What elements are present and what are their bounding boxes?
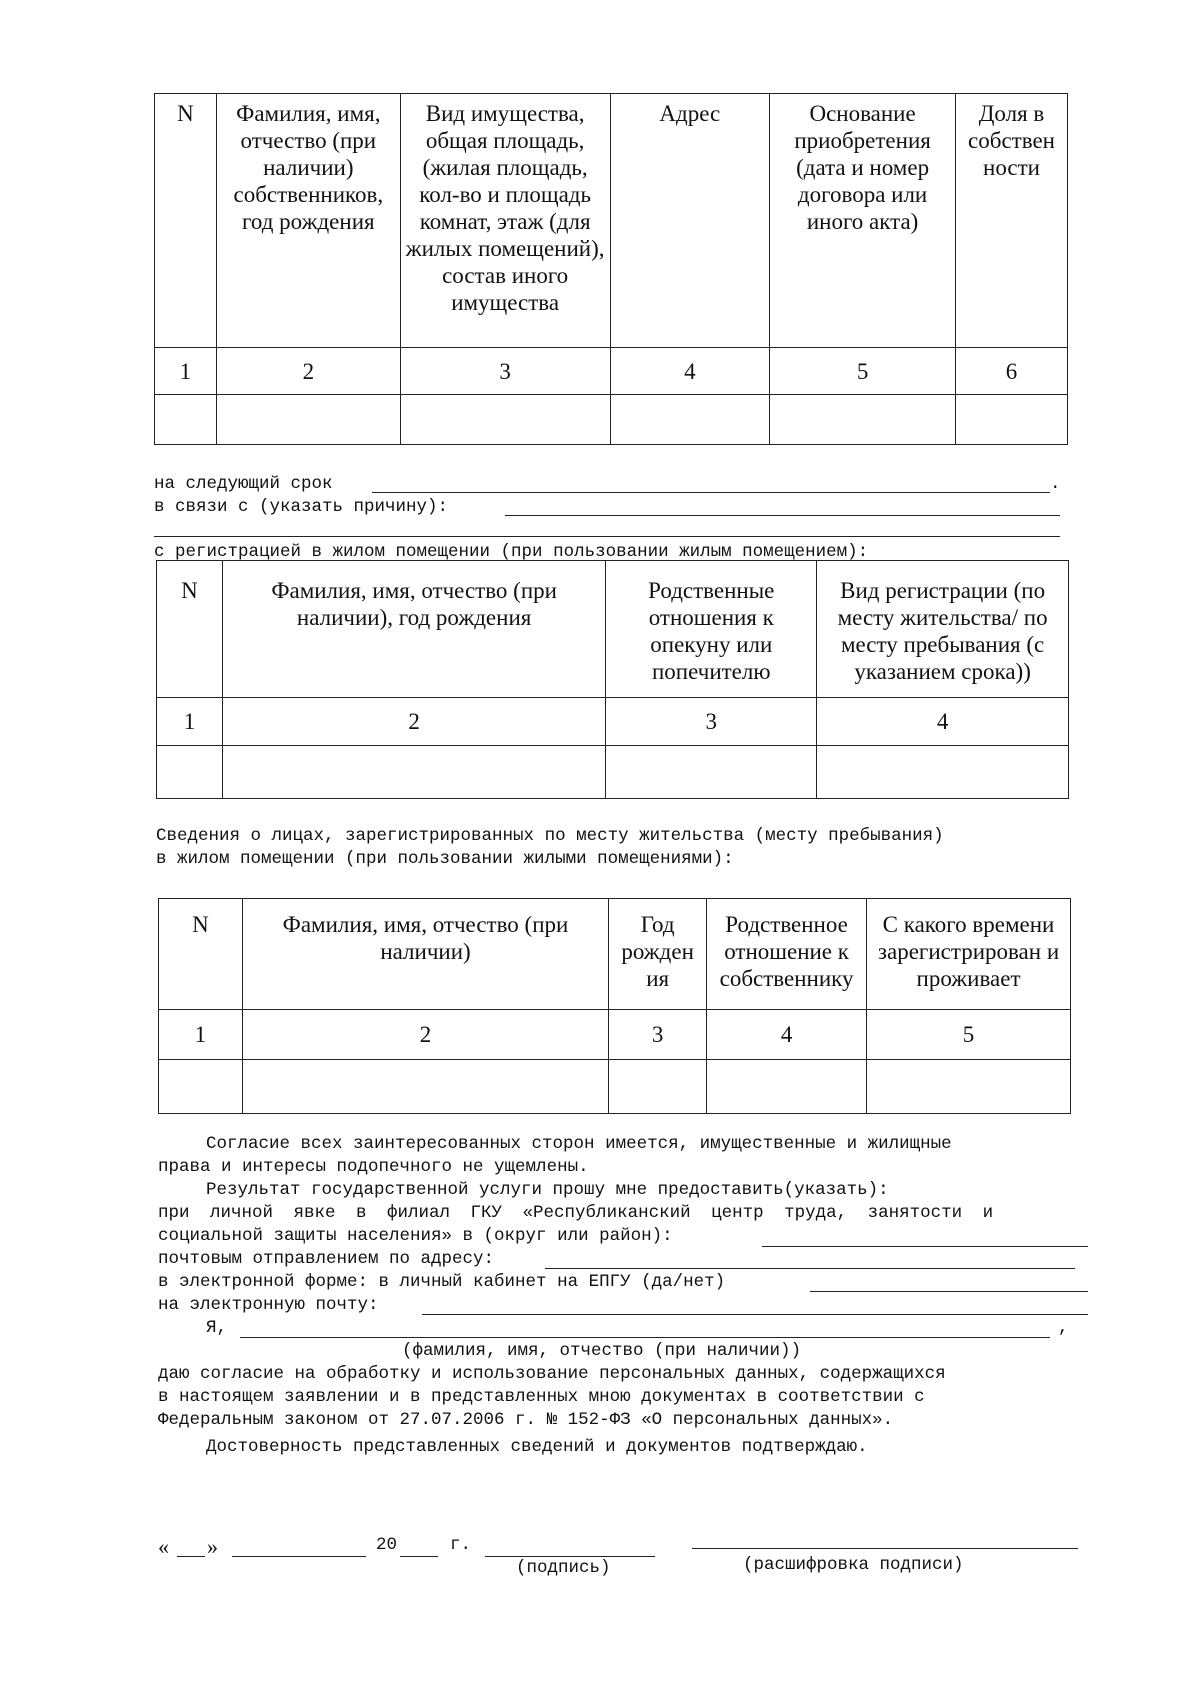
signature-decode-field[interactable] [692, 1548, 1078, 1549]
month-field[interactable] [232, 1556, 366, 1557]
term-period: . [1050, 474, 1061, 494]
table-cell[interactable] [242, 1060, 608, 1114]
column-header: Родственное отношение к собственнику [707, 899, 867, 1010]
column-number: 5 [867, 1010, 1071, 1060]
date-quote-close: » [207, 1534, 218, 1559]
table-row [155, 395, 1068, 445]
date-quote-open: « [158, 1534, 169, 1559]
table-cell[interactable] [867, 1060, 1071, 1114]
consent-line-1: Согласие всех заинтересованных сторон имеется, имущественные и жилищные [206, 1134, 952, 1154]
reason-field[interactable] [505, 515, 1060, 516]
table-row [159, 1060, 1071, 1114]
column-header: Вид имущества, общая площадь, (жилая площадь, кол-во и площадь комнат, этаж (для жилых помещений), состав иного имущества [400, 94, 610, 348]
column-header: Родственные отношения к опекуну или попечителю [606, 561, 817, 698]
personal-data-line-3: Федеральным законом от 27.07.2006 г. № 152-ФЗ «О персональных данных». [158, 1410, 894, 1430]
personal-data-line-1: даю согласие на обработку и использование персональных данных, содержащихся [158, 1364, 946, 1384]
signature-field[interactable] [485, 1556, 655, 1557]
property-table [154, 93, 1068, 445]
personal-data-line-2: в настоящем заявлении и в представленных мною документах в соответствии с [158, 1387, 925, 1407]
confirmation-text: Достоверность представленных сведений и документов подтверждаю. [206, 1437, 868, 1457]
email-field[interactable] [422, 1314, 1088, 1315]
i-label: Я, [206, 1318, 228, 1338]
column-number: 2 [216, 348, 400, 395]
residents-table [158, 898, 1071, 1114]
column-number: 5 [770, 348, 956, 395]
column-header: N [157, 561, 223, 698]
table-cell[interactable] [610, 395, 770, 445]
column-number-row [157, 698, 1069, 746]
email-label: на электронную почту: [158, 1295, 379, 1315]
year-suffix: г. [450, 1535, 472, 1555]
term-label: на следующий срок [154, 474, 333, 494]
result-label: Результат государственной услуги прошу мне предоставить(указать): [206, 1180, 889, 1200]
registration-label: с регистрацией в жилом помещении (при пользовании жилым помещением): [154, 542, 869, 562]
full-name-caption: (фамилия, имя, отчество (при наличии)) [402, 1341, 802, 1361]
info-line-2: в жилом помещении (при пользовании жилыми помещениями): [156, 849, 734, 869]
column-header: Фамилия, имя, отчество (при наличии) собственников, год рождения [216, 94, 400, 348]
column-header: Основание приобретения (дата и номер договора или иного акта) [770, 94, 956, 348]
signature-caption: (подпись) [516, 1558, 611, 1578]
column-number: 4 [817, 698, 1069, 746]
table-cell[interactable] [609, 1060, 707, 1114]
column-number: 4 [707, 1010, 867, 1060]
district-field[interactable] [762, 1246, 1088, 1247]
column-header: Фамилия, имя, отчество (при наличии), год рождения [222, 561, 605, 698]
table-cell[interactable] [606, 746, 817, 799]
table-cell[interactable] [155, 395, 217, 445]
day-field[interactable] [177, 1556, 205, 1557]
table-cell[interactable] [159, 1060, 243, 1114]
column-header: С какого времени зарегистрирован и проживает [867, 899, 1071, 1010]
registration-table [156, 560, 1069, 799]
mail-label: почтовым отправлением по адресу: [158, 1249, 495, 1269]
table-header-row [159, 899, 1071, 1010]
table-header-row [157, 561, 1069, 698]
column-number: 3 [400, 348, 610, 395]
column-number: 1 [155, 348, 217, 395]
table-row [157, 746, 1069, 799]
column-number: 3 [606, 698, 817, 746]
table-cell[interactable] [817, 746, 1069, 799]
column-header: N [155, 94, 217, 348]
year-prefix: 20 [376, 1535, 398, 1555]
column-number: 2 [242, 1010, 608, 1060]
column-header: N [159, 899, 243, 1010]
column-number: 6 [956, 348, 1068, 395]
column-number: 1 [159, 1010, 243, 1060]
column-header: Вид регистрации (по месту жительства/ по месту пребывания (с указанием срока)) [817, 561, 1069, 698]
full-name-field[interactable] [240, 1337, 1050, 1338]
column-header: Доля в собствен ности [956, 94, 1068, 348]
personal-visit-line-1: при личной явке в филиал ГКУ «Республиканский центр труда, занятости и [158, 1203, 994, 1223]
table-cell[interactable] [770, 395, 956, 445]
table-cell[interactable] [157, 746, 223, 799]
signature-decode-caption: (расшифровка подписи) [743, 1555, 964, 1575]
column-number: 3 [609, 1010, 707, 1060]
epgu-field[interactable] [810, 1291, 1088, 1292]
column-number: 2 [222, 698, 605, 746]
mail-address-field[interactable] [545, 1268, 1075, 1269]
table-cell[interactable] [222, 746, 605, 799]
full-name-comma: , [1058, 1318, 1069, 1338]
table-cell[interactable] [400, 395, 610, 445]
column-number: 1 [157, 698, 223, 746]
epgu-label: в электронной форме: в личный кабинет на ЕПГУ (да/нет) [158, 1272, 726, 1292]
reason-field-continuation[interactable] [154, 536, 1060, 537]
column-number-row [159, 1010, 1071, 1060]
column-number-row [155, 348, 1068, 395]
info-line-1: Сведения о лицах, зарегистрированных по месту жительства (месту пребывания) [156, 826, 944, 846]
year-field[interactable] [400, 1556, 438, 1557]
reason-label: в связи с (указать причину): [154, 497, 449, 517]
table-cell[interactable] [707, 1060, 867, 1114]
consent-line-2: права и интересы подопечного не ущемлены. [158, 1157, 589, 1177]
column-header: Адрес [610, 94, 770, 348]
table-header-row [155, 94, 1068, 348]
table-cell[interactable] [956, 395, 1068, 445]
personal-visit-line-2: социальной защиты населения» в (округ или район): [158, 1226, 673, 1246]
column-header: Год рожден ия [609, 899, 707, 1010]
table-cell[interactable] [216, 395, 400, 445]
term-field[interactable] [372, 492, 1050, 493]
column-number: 4 [610, 348, 770, 395]
column-header: Фамилия, имя, отчество (при наличии) [242, 899, 608, 1010]
